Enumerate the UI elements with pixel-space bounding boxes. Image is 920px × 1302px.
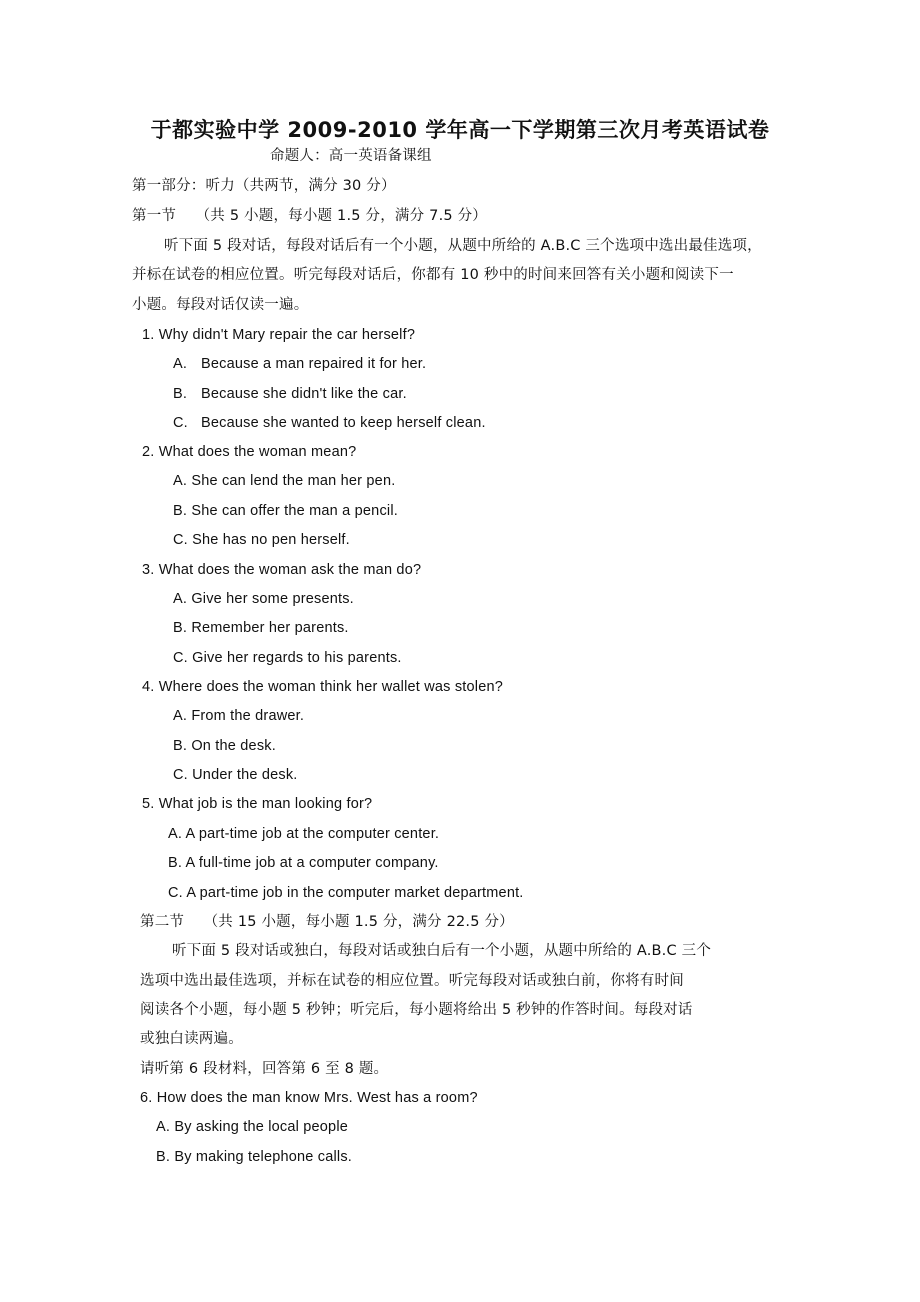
question-stem: 5. What job is the man looking for? xyxy=(142,796,373,812)
question-option: C. She has no pen herself. xyxy=(173,532,350,548)
question-option: B. Remember her parents. xyxy=(173,620,349,636)
question-option: B. By making telephone calls. xyxy=(156,1149,353,1165)
section2-instruction-line: 阅读各个小题，每小题 5 秒钟；听完后，每小题将给出 5 秒钟的作答时间。每段对话 xyxy=(140,1002,693,1018)
exam-title: 于都实验中学 2009-2010 学年高一下学期第三次月考英语试卷 xyxy=(150,118,770,142)
section1-heading: 第一节 （共 5 小题，每小题 1.5 分，满分 7.5 分） xyxy=(132,208,488,224)
author-line: 命题人：高一英语备课组 xyxy=(270,148,432,164)
question-option: A. By asking the local people xyxy=(156,1119,348,1135)
material6-note: 请听第 6 段材料，回答第 6 至 8 题。 xyxy=(140,1061,389,1077)
section1-instruction-line: 听下面 5 段对话，每段对话后有一个小题，从题中所给的 A.B.C 三个选项中选出最佳选项， xyxy=(164,238,762,254)
option-text: Because she wanted to keep herself clean. xyxy=(201,415,486,431)
section2-heading: 第二节 （共 15 小题，每小题 1.5 分，满分 22.5 分） xyxy=(140,914,514,930)
section1-instruction-line: 小题。每段对话仅读一遍。 xyxy=(132,297,309,313)
question-option xyxy=(173,354,426,374)
question-stem: 3. What does the woman ask the man do? xyxy=(142,562,422,578)
question-stem: 6. How does the man know Mrs. West has a room? xyxy=(140,1090,478,1106)
section1-instruction-line: 并标在试卷的相应位置。听完每段对话后，你都有 10 秒中的时间来回答有关小题和阅读下一 xyxy=(132,267,734,283)
option-label: C. xyxy=(173,415,188,431)
part1-heading: 第一部分：听力（共两节，满分 30 分） xyxy=(132,178,396,194)
section2-instruction-line: 听下面 5 段对话或独白，每段对话或独白后有一个小题，从题中所给的 A.B.C 三个 xyxy=(172,943,712,959)
section2-instruction-line: 或独白读两遍。 xyxy=(140,1031,243,1047)
section2-instruction-line: 选项中选出最佳选项，并标在试卷的相应位置。听完每段对话或独白前，你将有时间 xyxy=(140,973,684,989)
question-option: B. A full-time job at a computer company. xyxy=(168,855,439,871)
option-text: Because a man repaired it for her. xyxy=(201,356,427,372)
question-option: C. A part-time job in the computer market department. xyxy=(168,885,524,901)
question-option: A. A part-time job at the computer center. xyxy=(168,826,440,842)
question-option: A. From the drawer. xyxy=(173,708,305,724)
option-label: A. xyxy=(173,356,188,372)
question-option: B. On the desk. xyxy=(173,738,276,754)
question-stem: 1. Why didn't Mary repair the car herself? xyxy=(142,327,416,343)
question-stem: 2. What does the woman mean? xyxy=(142,444,357,460)
question-option: C. Under the desk. xyxy=(173,767,298,783)
question-option: A. She can lend the man her pen. xyxy=(173,473,396,489)
question-stem: 4. Where does the woman think her wallet was stolen? xyxy=(142,679,503,695)
question-option: B. She can offer the man a pencil. xyxy=(173,503,398,519)
question-option: A. Give her some presents. xyxy=(173,591,354,607)
option-text: Because she didn't like the car. xyxy=(201,386,407,402)
question-option xyxy=(173,384,407,404)
question-option xyxy=(173,413,486,433)
option-label: B. xyxy=(173,386,188,402)
question-option: C. Give her regards to his parents. xyxy=(173,650,402,666)
